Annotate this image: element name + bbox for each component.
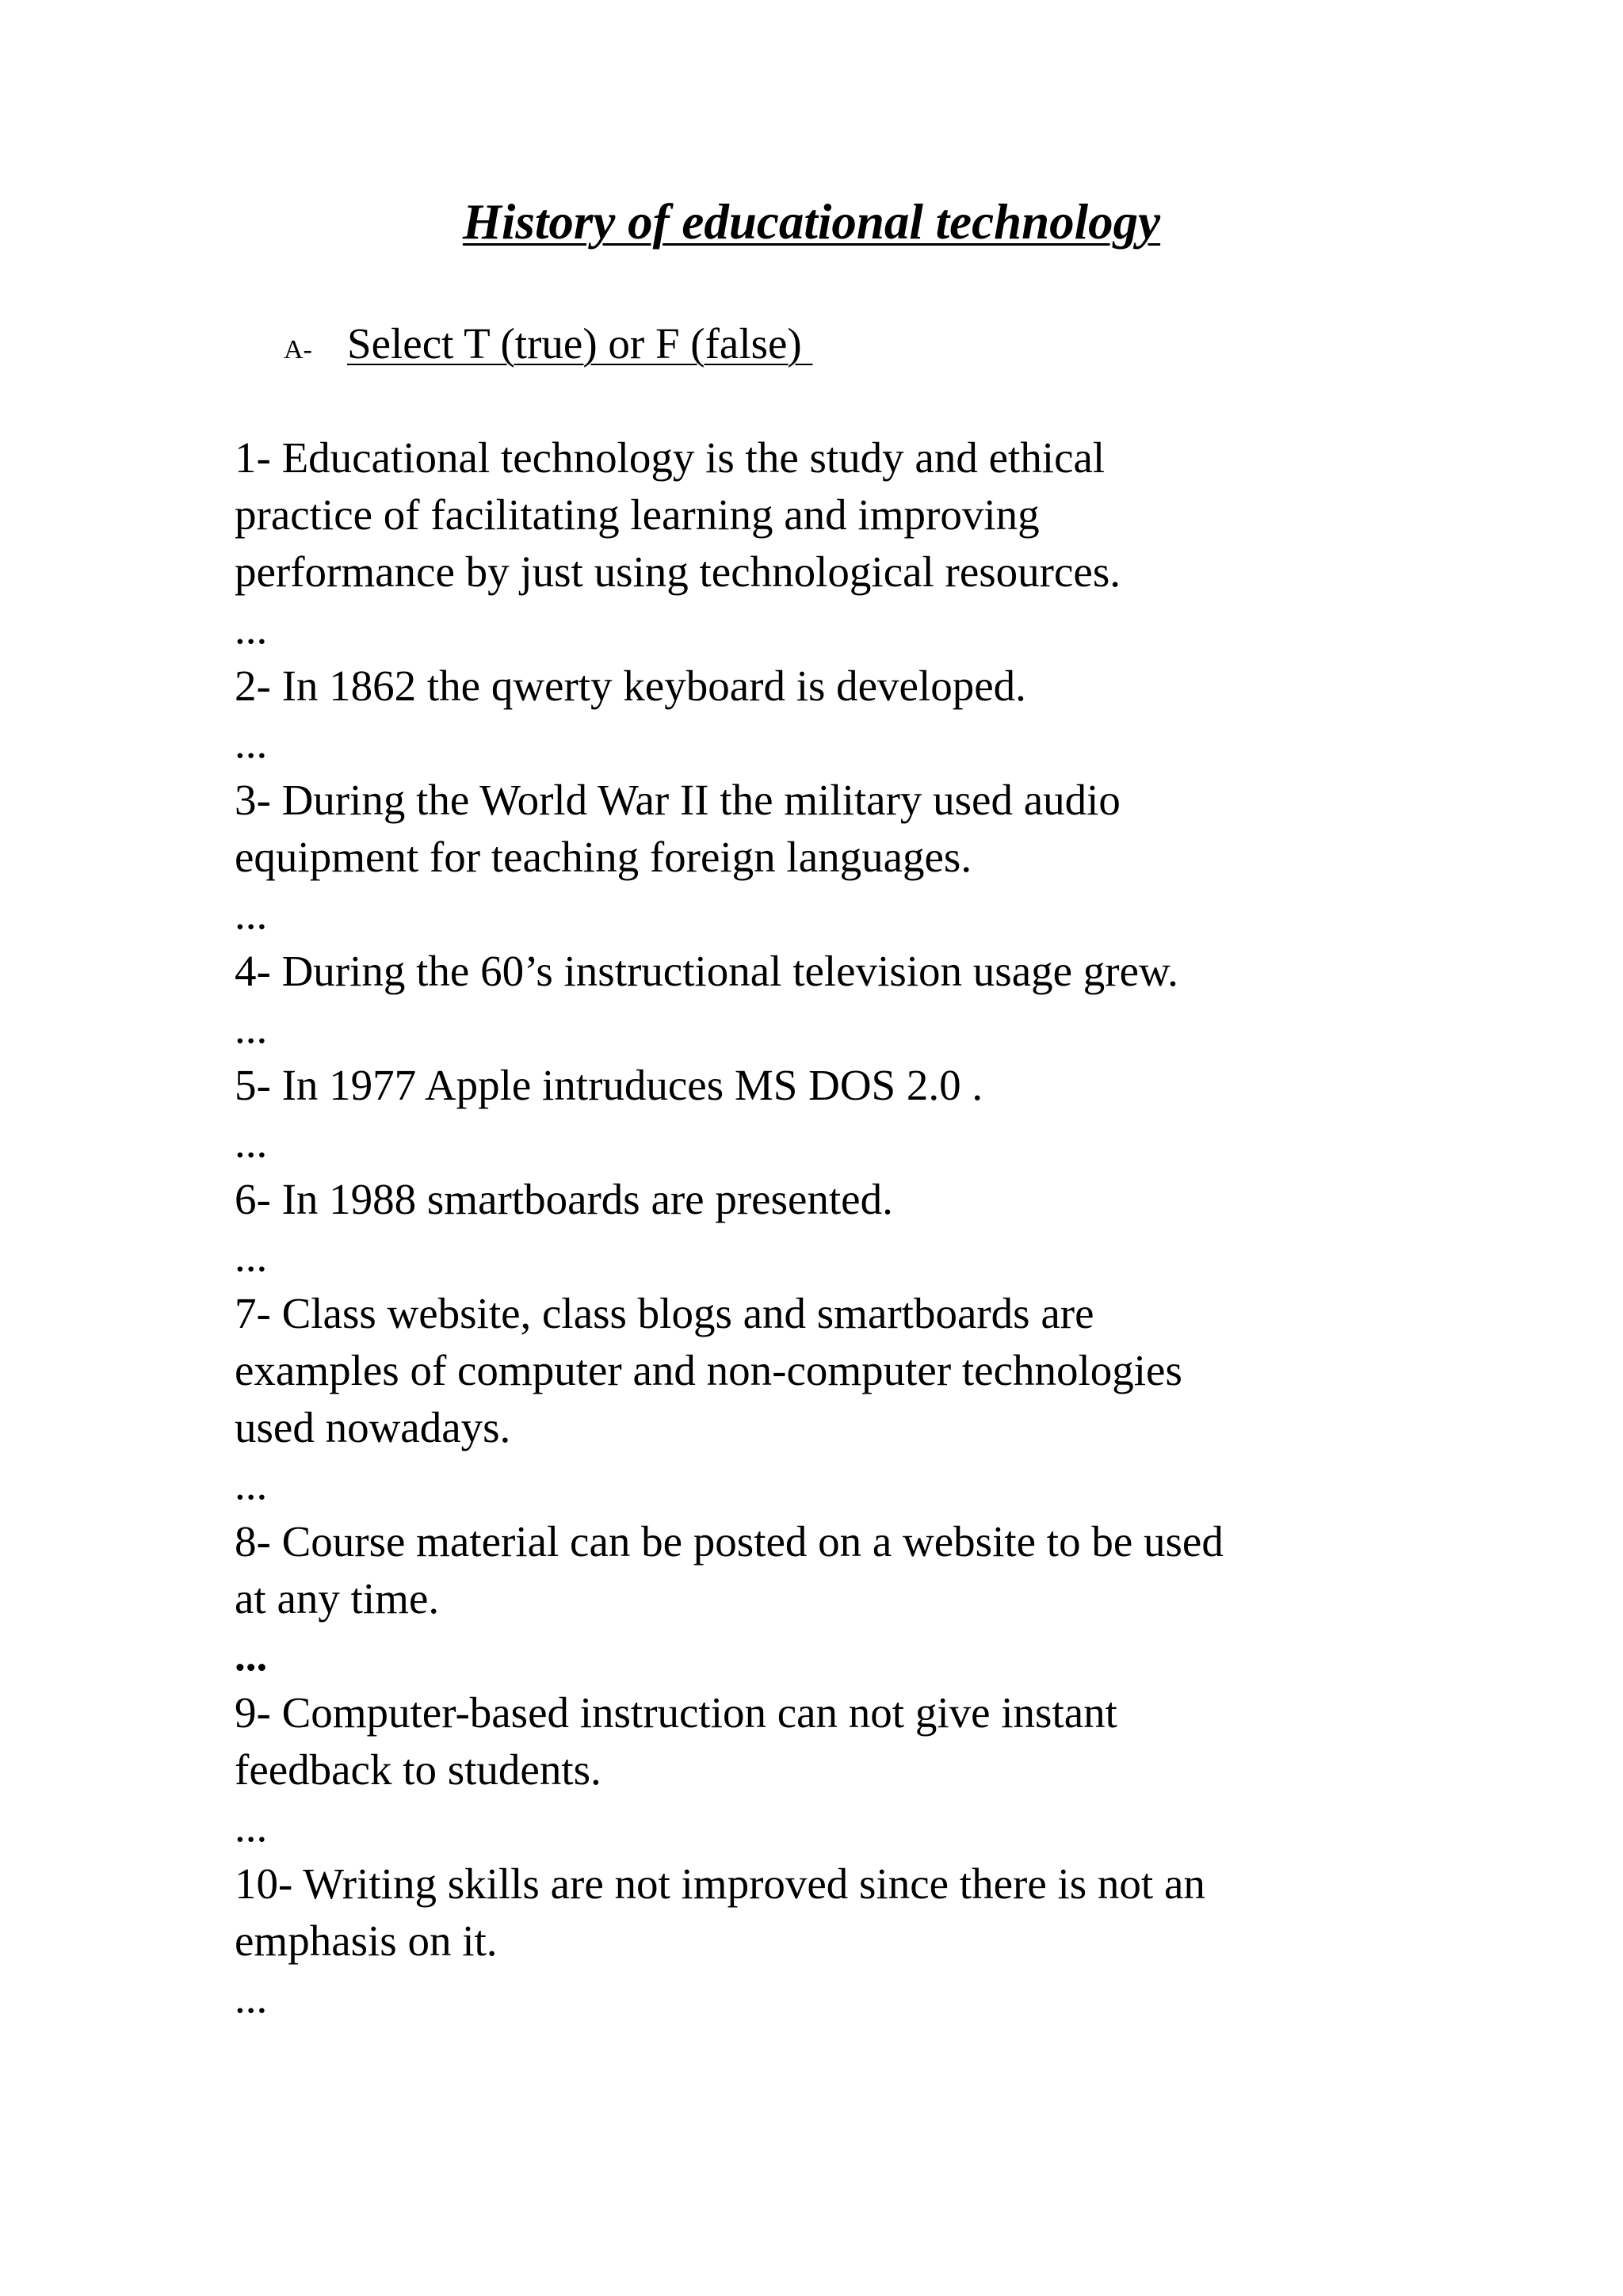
section-marker: A-: [284, 335, 312, 364]
question-item-3: [235, 772, 1407, 943]
answer-blank: ...: [235, 719, 268, 767]
answer-blank: ...: [235, 890, 268, 938]
answer-blank: ...: [235, 1631, 268, 1680]
question-text: 5- In 1977 Apple intruduces MS DOS 2.0 .: [235, 1061, 983, 1109]
answer-blank: ...: [235, 1232, 268, 1280]
question-text: 9- Computer-based instruction can not give instant feedback to students.: [235, 1688, 1117, 1794]
answer-blank: ...: [235, 1118, 268, 1166]
document-title-text: History of educational technology: [462, 194, 1161, 250]
question-item-7: [235, 1285, 1407, 1513]
question-text: 8- Course material can be posted on a website to be used at any time.: [235, 1517, 1224, 1623]
question-item-4: [235, 943, 1407, 1057]
answer-blank: ...: [235, 1460, 268, 1508]
question-text: 6- In 1988 smartboards are presented.: [235, 1175, 893, 1223]
question-list: [235, 429, 1407, 2027]
question-text: 1- Educational technology is the study and ethical practice of facilitating learning and improving performance by just using technological resources.: [235, 433, 1121, 596]
question-text: 3- During the World War II the military used audio equipment for teaching foreign languages.: [235, 776, 1121, 881]
question-text: 2- In 1862 the qwerty keyboard is developed.: [235, 662, 1026, 710]
answer-blank: ...: [235, 1004, 268, 1052]
question-item-9: [235, 1684, 1407, 1855]
question-text: 7- Class website, class blogs and smartboards are examples of computer and non-computer technologies used nowadays.: [235, 1289, 1182, 1451]
answer-blank: ...: [235, 605, 268, 653]
answer-blank: ...: [235, 1974, 268, 2022]
section-header: [284, 318, 813, 368]
question-item-10: [235, 1855, 1407, 2027]
section-label: Select T (true) or F (false): [347, 319, 813, 368]
question-item-1: [235, 429, 1407, 658]
document-title: [0, 193, 1623, 250]
question-item-6: [235, 1171, 1407, 1285]
question-item-5: [235, 1057, 1407, 1171]
question-item-2: [235, 658, 1407, 772]
question-item-8: [235, 1513, 1407, 1684]
answer-blank: ...: [235, 1802, 268, 1851]
question-text: 4- During the 60’s instructional television usage grew.: [235, 947, 1178, 995]
question-text: 10- Writing skills are not improved since there is not an emphasis on it.: [235, 1859, 1205, 1965]
